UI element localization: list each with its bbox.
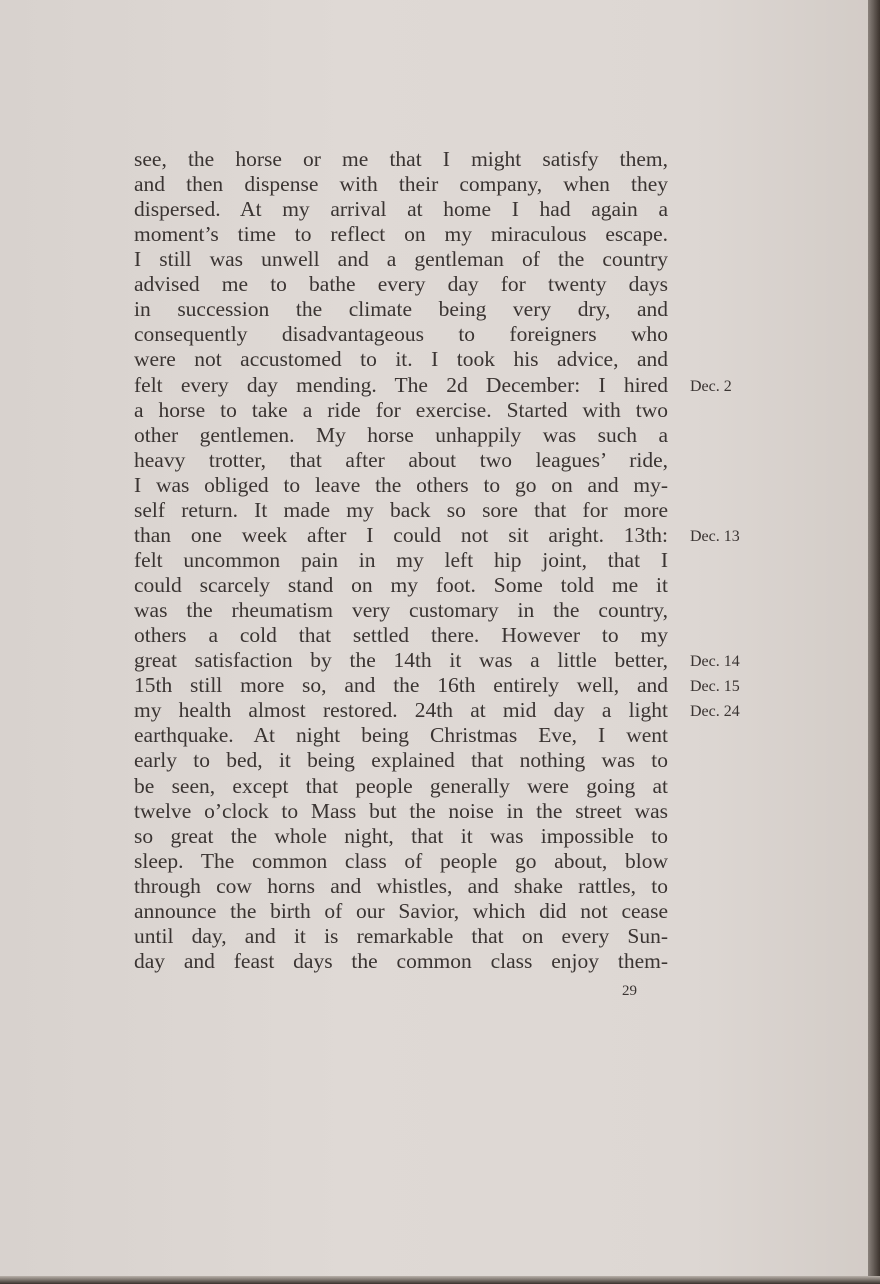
text-line: was the rheumatism very customary in the country, [134, 598, 668, 623]
text-line: in succession the climate being very dry, and [134, 297, 668, 322]
text-line: my health almost restored. 24th at mid day a light [134, 698, 668, 723]
text-line: self return. It made my back so sore that for more [134, 497, 668, 522]
text-line: a horse to take a ride for exercise. Started with two [134, 397, 668, 422]
text-line: others a cold that settled there. However to my [134, 623, 668, 648]
margin-note: Dec. 13 [690, 527, 740, 545]
margin-note: Dec. 15 [690, 678, 740, 696]
text-line: heavy trotter, that after about two leagues’ ride, [134, 447, 668, 472]
text-line: earthquake. At night being Christmas Eve, I went [134, 723, 668, 748]
text-line: see, the horse or me that I might satisfy them, [134, 147, 668, 171]
text-line: felt uncommon pain in my left hip joint, that I [134, 547, 668, 572]
text-line: I still was unwell and a gentleman of the country [134, 247, 668, 272]
text-line: twelve o’clock to Mass but the noise in the street was [134, 798, 668, 823]
text-line: until day, and it is remarkable that on every Sun- [134, 923, 668, 948]
text-line: dispersed. At my arrival at home I had again a [134, 197, 668, 222]
text-line: other gentlemen. My horse unhappily was such a [134, 422, 668, 447]
text-line: through cow horns and whistles, and shake rattles, to [134, 873, 668, 898]
text-line: early to bed, it being explained that nothing was to [134, 748, 668, 773]
text-line: be seen, except that people generally were going at [134, 773, 668, 798]
text-line: than one week after I could not sit aright. 13th: [134, 522, 668, 547]
text-line: I was obliged to leave the others to go on and my- [134, 472, 668, 497]
text-line: great satisfaction by the 14th it was a little better, [134, 648, 668, 673]
text-line: 15th still more so, and the 16th entirely well, and [134, 673, 668, 698]
text-line: moment’s time to reflect on my miraculous escape. [134, 222, 668, 247]
book-edge [868, 0, 880, 1284]
page-number: 29 [622, 983, 637, 999]
text-line: sleep. The common class of people go about, blow [134, 848, 668, 873]
text-line: and then dispense with their company, when they [134, 172, 668, 197]
text-line: so great the whole night, that it was impossible to [134, 823, 668, 848]
text-line: day and feast days the common class enjoy them- [134, 948, 668, 973]
text-line: advised me to bathe every day for twenty days [134, 272, 668, 297]
book-bottom-edge [0, 1276, 880, 1284]
text-line: could scarcely stand on my foot. Some told me it [134, 573, 668, 598]
text-line: consequently disadvantageous to foreigners who [134, 322, 668, 347]
margin-note: Dec. 14 [690, 653, 740, 671]
margin-note: Dec. 24 [690, 703, 740, 721]
text-line: were not accustomed to it. I took his advice, and [134, 347, 668, 372]
margin-note: Dec. 2 [690, 377, 732, 395]
text-line: felt every day mending. The 2d December: I hired [134, 372, 668, 397]
text-line: announce the birth of our Savior, which did not cease [134, 898, 668, 923]
